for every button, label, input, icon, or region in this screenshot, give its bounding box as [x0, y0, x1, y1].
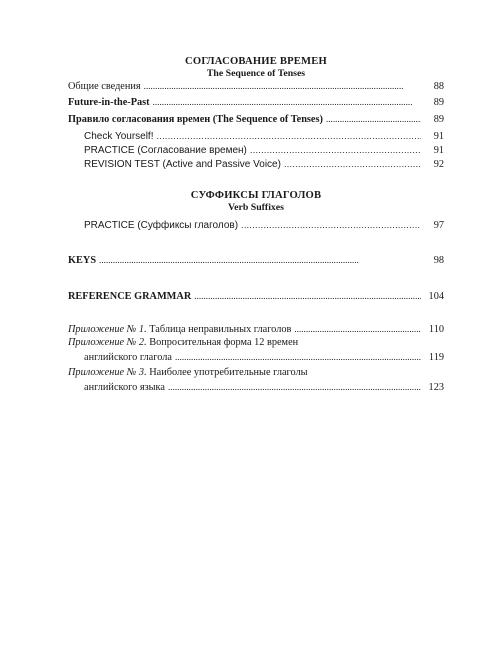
toc-entry-reference-grammar[interactable] — [68, 289, 444, 304]
toc-entry-page: 97 — [433, 220, 444, 231]
toc-entry[interactable] — [84, 129, 444, 144]
toc-entry-appendix-2-cont[interactable] — [84, 350, 444, 365]
section-verb-suffixes — [68, 190, 444, 214]
appendix-title: Вопросительная форма 12 времен — [149, 337, 299, 348]
toc-entry-appendix-2[interactable] — [68, 336, 444, 350]
toc-entry-keys[interactable] — [68, 253, 444, 268]
toc-entry-label: PRACTICE (Согласование времен) — [84, 145, 247, 156]
section-title: СУФФИКСЫ ГЛАГОЛОВ — [190, 190, 322, 201]
toc-entry-label: Правило согласования времен (The Sequence of Tenses) — [68, 114, 323, 125]
section-subtitle: Verb Suffixes — [228, 202, 284, 213]
section-sequence-of-tenses — [68, 56, 444, 80]
leader-dots — [241, 218, 421, 232]
leader-dots — [144, 79, 421, 93]
toc-entry-label: KEYS — [68, 255, 97, 266]
appendix-prefix: Приложение № 1. — [68, 324, 147, 335]
toc-entry-page: 104 — [428, 291, 444, 302]
leader-dots — [284, 157, 421, 171]
leader-dots — [99, 253, 421, 267]
leader-dots — [157, 129, 422, 143]
section-subtitle: The Sequence of Tenses — [206, 68, 306, 79]
appendix-title: Таблица неправильных глаголов — [149, 324, 292, 335]
toc-entry-label — [68, 366, 308, 380]
toc-entry[interactable] — [68, 79, 444, 94]
appendix-title-cont: английского глагола — [84, 352, 172, 363]
appendix-title: Наиболее употребительные глаголы — [149, 367, 308, 378]
toc-entry-label: Общие сведения — [68, 81, 141, 92]
leader-dots — [168, 380, 421, 394]
toc-entry-label — [68, 323, 291, 337]
leader-dots — [175, 350, 421, 364]
toc-entry-label: Check Yourself! — [84, 131, 154, 142]
toc-entry-page: 91 — [433, 145, 444, 156]
toc-entry-label: Future-in-the-Past — [68, 97, 150, 108]
toc-entry-label — [68, 336, 298, 350]
toc-entry-page: 98 — [433, 255, 444, 266]
toc-entry-page: 91 — [433, 131, 444, 142]
toc-entry-page: 88 — [433, 81, 444, 92]
leader-dots — [250, 143, 421, 157]
appendix-prefix: Приложение № 3. — [68, 367, 147, 378]
leader-dots — [326, 112, 421, 126]
toc-entry-page: 119 — [428, 352, 444, 363]
toc-entry-page: 123 — [428, 382, 444, 393]
leader-dots — [194, 289, 421, 303]
section-title: СОГЛАСОВАНИЕ ВРЕМЕН — [185, 56, 327, 67]
toc-entry[interactable] — [84, 157, 444, 172]
toc-entry[interactable] — [84, 143, 444, 158]
toc-entry-page: 89 — [433, 97, 444, 108]
toc-entry-page: 92 — [433, 159, 444, 170]
toc-entry-appendix-3[interactable] — [68, 366, 444, 380]
toc-entry-page: 110 — [428, 324, 444, 335]
toc-entry[interactable] — [68, 112, 444, 127]
toc-entry[interactable] — [84, 218, 444, 233]
toc-entry-label: PRACTICE (Суффиксы глаголов) — [84, 220, 239, 231]
toc-entry-label: REFERENCE GRAMMAR — [68, 291, 192, 302]
toc-entry-label: REVISION TEST (Active and Passive Voice) — [84, 159, 281, 170]
toc-entry-page: 89 — [433, 114, 444, 125]
toc-entry-appendix-1[interactable] — [68, 322, 444, 337]
appendix-title-cont: английского языка — [84, 382, 165, 393]
appendix-prefix: Приложение № 2. — [68, 337, 147, 348]
toc-entry[interactable] — [68, 95, 444, 110]
leader-dots — [294, 322, 421, 336]
leader-dots — [153, 95, 421, 109]
toc-entry-appendix-3-cont[interactable] — [84, 380, 444, 395]
